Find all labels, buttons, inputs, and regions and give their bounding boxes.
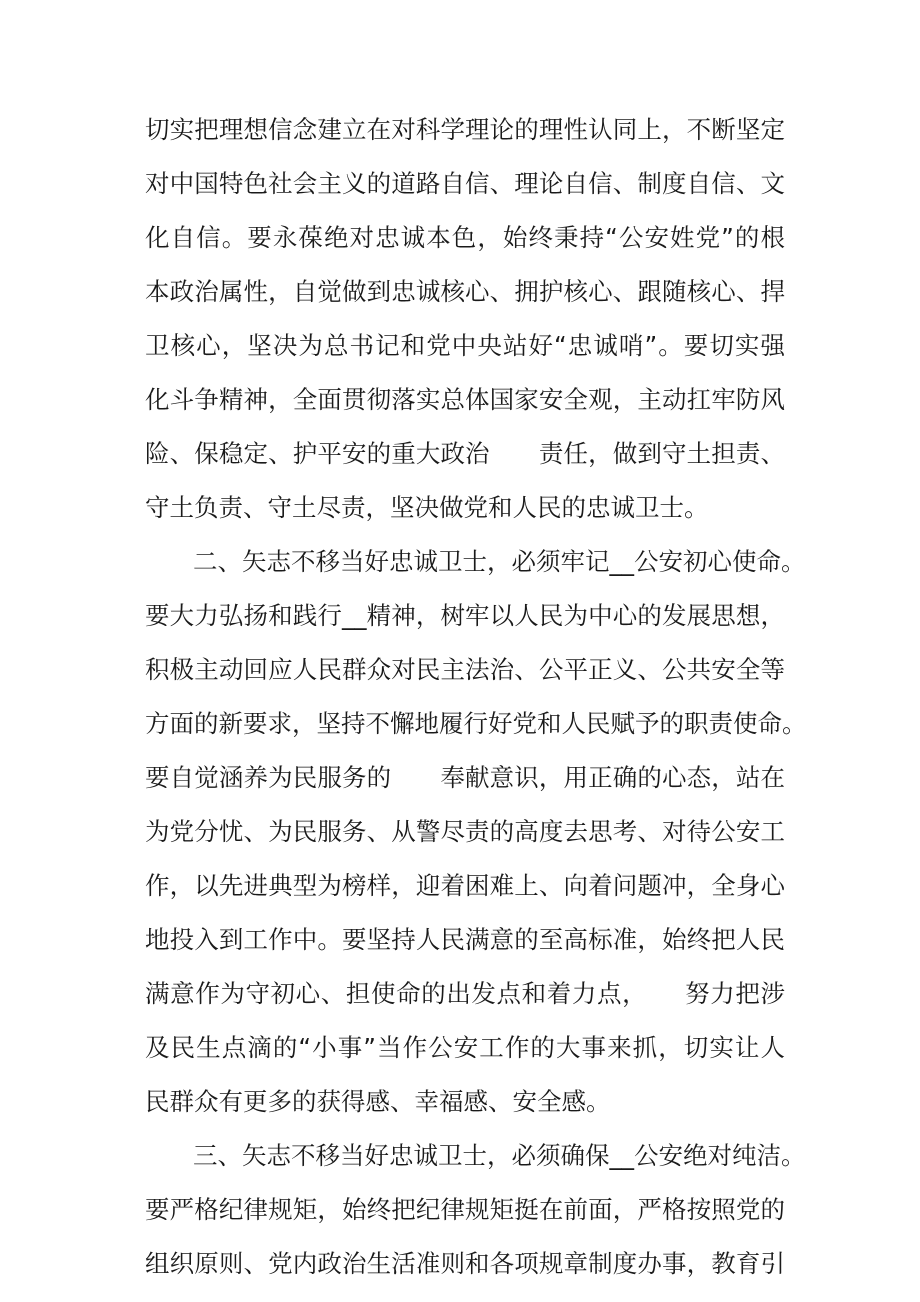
text-line: 组织原则、党内政治生活准则和各项规章制度办事，教育引 xyxy=(145,1249,785,1278)
text-line: 对中国特色社会主义的道路自信、理论自信、制度自信、文 xyxy=(145,169,785,198)
text-line: 卫核心，坚决为总书记和党中央站好“忠诚哨”。要切实强 xyxy=(145,331,785,360)
text-line: 化自信。要永葆绝对忠诚本色，始终秉持“公安姓党”的根 xyxy=(145,223,785,252)
text-line: 切实把理想信念建立在对科学理论的理性认同上，不断坚定 xyxy=(145,115,785,144)
text-line: 满意作为守初心、担使命的出发点和着力点， 努力把涉 xyxy=(145,979,785,1008)
text-line: 及民生点滴的“小事”当作公安工作的大事来抓，切实让人 xyxy=(145,1033,785,1062)
text-line: 化斗争精神，全面贯彻落实总体国家安全观，主动扛牢防风 xyxy=(145,385,785,414)
text-line: 民群众有更多的获得感、幸福感、安全感。 xyxy=(145,1087,611,1116)
text-line: 本政治属性，自觉做到忠诚核心、拥护核心、跟随核心、捍 xyxy=(145,277,785,306)
text-line: 要大力弘扬和践行__精神，树牢以人民为中心的发展思想， xyxy=(145,601,785,630)
text-line: 险、保稳定、护平安的重大政治 责任，做到守土担责、 xyxy=(145,439,785,468)
text-line: 为党分忧、为民服务、从警尽责的高度去思考、对待公安工 xyxy=(145,817,785,846)
text-line: 地投入到工作中。要坚持人民满意的至高标准，始终把人民 xyxy=(145,925,785,954)
text-line: 要严格纪律规矩，始终把纪律规矩挺在前面，严格按照党的 xyxy=(145,1195,785,1224)
text-line: 方面的新要求，坚持不懈地履行好党和人民赋予的职责使命。 xyxy=(145,709,807,738)
paragraph-heading-2: 二、矢志不移当好忠诚卫士，必须牢记__公安初心使命。 xyxy=(193,547,806,576)
text-line: 作，以先进典型为榜样，迎着困难上、向着问题冲，全身心 xyxy=(145,871,785,900)
paragraph-heading-3: 三、矢志不移当好忠诚卫士，必须确保__公安绝对纯洁。 xyxy=(193,1141,806,1170)
text-line: 积极主动回应人民群众对民主法治、公平正义、公共安全等 xyxy=(145,655,785,684)
text-line: 守土负责、守土尽责，坚决做党和人民的忠诚卫士。 xyxy=(145,493,709,522)
text-line: 要自觉涵养为民服务的 奉献意识，用正确的心态，站在 xyxy=(145,763,785,792)
